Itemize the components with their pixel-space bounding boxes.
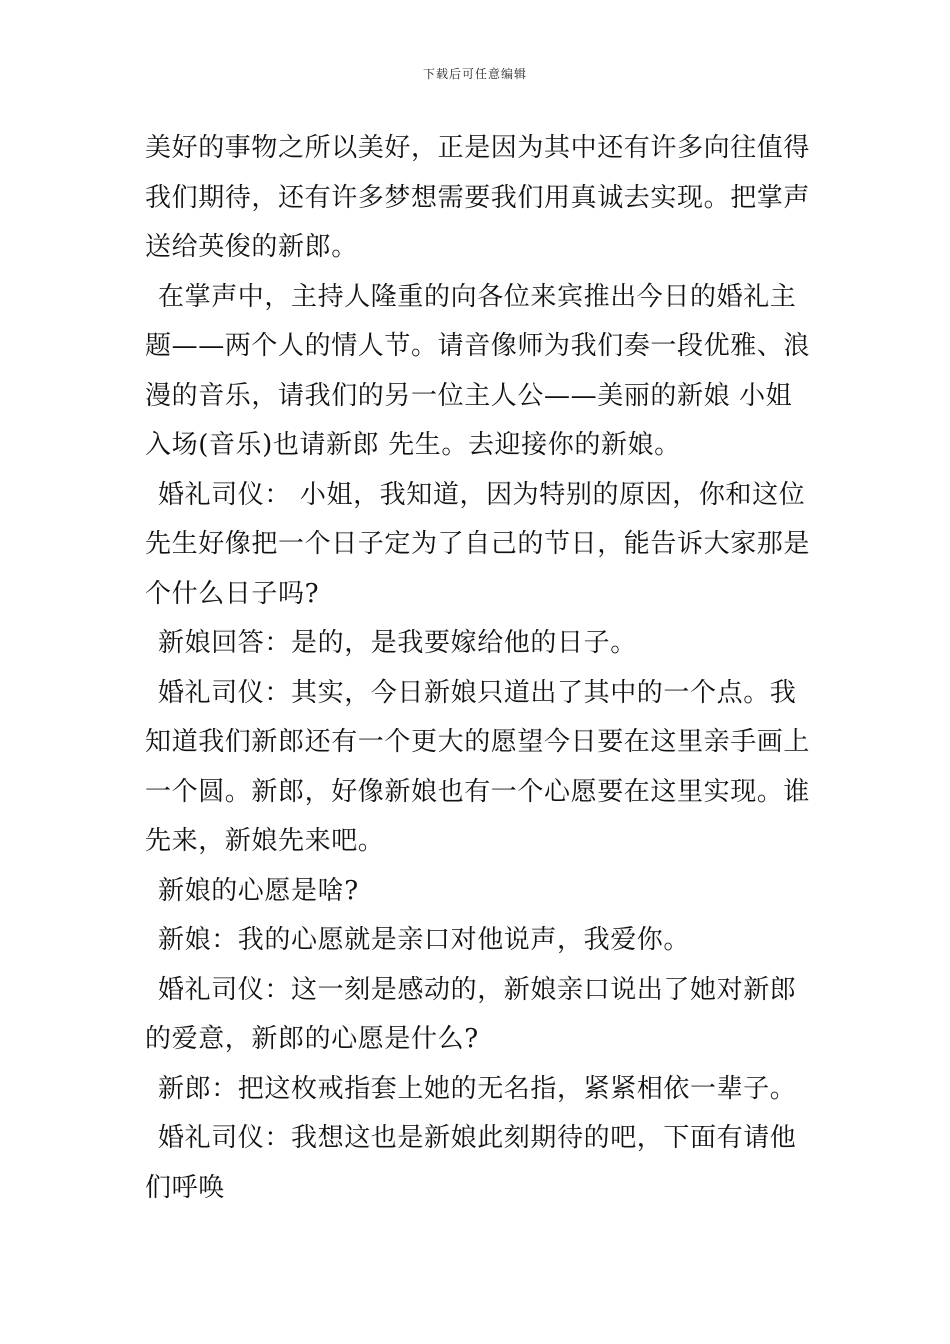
- paragraph-10: 婚礼司仪：我想这也是新娘此刻期待的吧，下面有请他们呼唤: [145, 1123, 797, 1203]
- paragraph-8: 婚礼司仪：这一刻是感动的，新娘亲口说出了她对新郎的爱意，新郎的心愿是什么?: [145, 974, 797, 1054]
- document-body: [145, 124, 810, 1213]
- paragraph-2: 在掌声中，主持人隆重的向各位来宾推出今日的婚礼主题——两个人的情人节。请音像师为我们奏一段优雅、浪漫的音乐，请我们的另一位主人公——美丽的新娘 小姐入场(音乐)也请新郎 先生。去迎接你的新娘。: [145, 281, 811, 460]
- header-note: 下载后可任意编辑: [422, 67, 527, 81]
- paragraph-7: 新娘：我的心愿就是亲口对他说声，我爱你。: [158, 925, 691, 955]
- paragraph-1: 美好的事物之所以美好，正是因为其中还有许多向往值得我们期待，还有许多梦想需要我们用真诚去实现。把掌声送给英俊的新郎。: [145, 133, 811, 262]
- paragraph-9: 新郎：把这枚戒指套上她的无名指，紧紧相依一辈子。: [158, 1073, 797, 1104]
- paragraph-6: 新娘的心愿是啥?: [158, 875, 359, 906]
- paragraph-5: 婚礼司仪：其实，今日新娘只道出了其中的一个点。我知道我们新郎还有一个更大的愿望今日要在这里亲手画上一个圆。新郎，好像新娘也有一个心愿要在这里实现。谁先来，新娘先来吧。: [145, 677, 811, 856]
- paragraph-4: 新娘回答：是的，是我要嫁给他的日子。: [158, 628, 637, 658]
- paragraph-3: 婚礼司仪： 小姐，我知道，因为特别的原因，你和这位先生好像把一个日子定为了自己的节日，能告诉大家那是个什么日子吗?: [145, 479, 811, 609]
